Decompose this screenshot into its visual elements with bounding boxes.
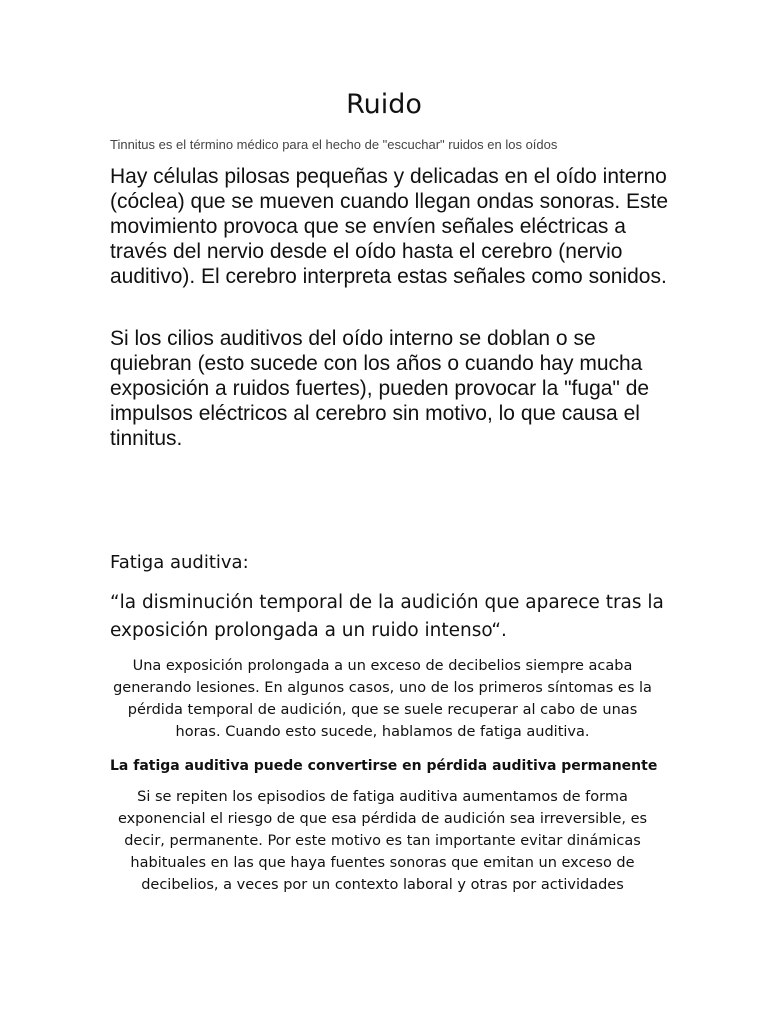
paragraph-cells: Hay células pilosas pequeñas y delicadas en el oído interno (cóclea) que se mueven cuando llegan ondas sonoras. Este movimiento provoca que se envíen señales eléctricas a través del nervio desde el oído hasta el cerebro (nervio auditivo). El cerebro interpreta estas señales como sonidos. <box>110 165 669 288</box>
paragraph-exposure: Una exposición prolongada a un exceso de decibelios siempre acaba generando lesiones. En algunos casos, uno de los primeros síntomas es la pérdida temporal de audición, que se suele recuperar al cabo de unas horas. Cuando esto sucede, hablamos de fatiga auditiva. <box>113 658 652 740</box>
page-title: Ruido <box>346 89 422 120</box>
bold-statement: La fatiga auditiva puede convertirse en pérdida auditiva permanente <box>110 758 658 774</box>
section-heading: Fatiga auditiva: <box>110 552 249 573</box>
paragraph-cilia: Si los cilios auditivos del oído interno se doblan o se quiebran (esto sucede con los años o cuando hay mucha exposición a ruidos fuertes), pueden provocar la "fuga" de impulsos eléctricos al cerebro sin motivo, lo que causa el tinnitus. <box>110 327 650 450</box>
subtitle: Tinnitus es el término médico para el hecho de "escuchar" ruidos en los oídos <box>110 137 558 152</box>
paragraph-repetition: Si se repiten los episodios de fatiga auditiva aumentamos de forma exponencial el riesgo de que esa pérdida de audición sea irreversible, es decir, permanente. Por este motivo es tan importante evitar dinámicas habituales en las que haya fuentes sonoras que emitan un exceso de decibelios, a veces por un contexto laboral y otras por actividades <box>117 789 648 893</box>
definition-quote: “la disminución temporal de la audición que aparece tras la exposición prolongada a un ruido intenso“. <box>110 592 664 641</box>
